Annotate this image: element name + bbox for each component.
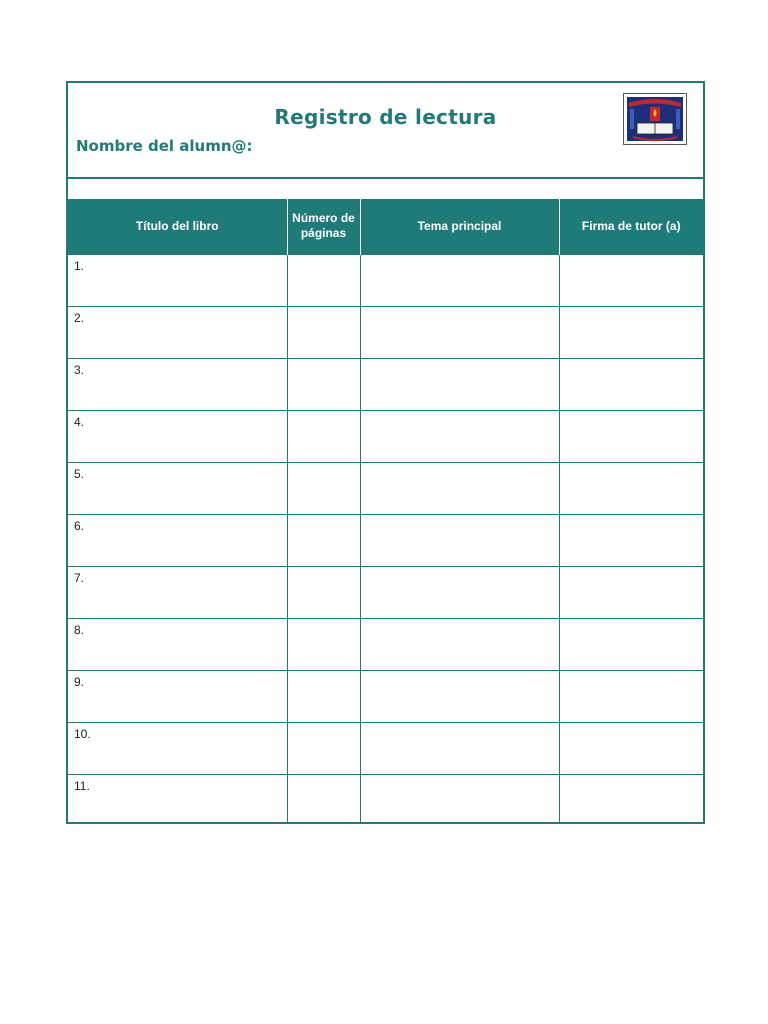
page-count-cell[interactable] xyxy=(287,254,360,306)
row-number[interactable]: 1. xyxy=(68,254,287,306)
main-theme-cell[interactable] xyxy=(360,670,559,722)
main-theme-cell[interactable] xyxy=(360,722,559,774)
main-theme-cell[interactable] xyxy=(360,254,559,306)
column-header-page-count: Número de páginas xyxy=(287,199,360,254)
column-header-main-theme: Tema principal xyxy=(360,199,559,254)
page-count-cell[interactable] xyxy=(287,462,360,514)
signature-cell[interactable] xyxy=(559,306,703,358)
row-number[interactable]: 7. xyxy=(68,566,287,618)
signature-cell[interactable] xyxy=(559,618,703,670)
row-number[interactable]: 10. xyxy=(68,722,287,774)
signature-cell[interactable] xyxy=(559,566,703,618)
page-count-cell[interactable] xyxy=(287,722,360,774)
row-number[interactable]: 3. xyxy=(68,358,287,410)
table-row xyxy=(68,670,703,722)
signature-cell[interactable] xyxy=(559,774,703,824)
main-theme-cell[interactable] xyxy=(360,306,559,358)
page-title: Registro de lectura xyxy=(274,105,497,129)
table-row xyxy=(68,618,703,670)
signature-cell[interactable] xyxy=(559,254,703,306)
page-count-cell[interactable] xyxy=(287,566,360,618)
main-theme-cell[interactable] xyxy=(360,618,559,670)
table-row xyxy=(68,254,703,306)
signature-cell[interactable] xyxy=(559,410,703,462)
column-header-book-title: Título del libro xyxy=(68,199,287,254)
row-number[interactable]: 5. xyxy=(68,462,287,514)
page-count-cell[interactable] xyxy=(287,618,360,670)
main-theme-cell[interactable] xyxy=(360,774,559,824)
main-theme-cell[interactable] xyxy=(360,410,559,462)
row-number[interactable]: 11. xyxy=(68,774,287,824)
page-count-cell[interactable] xyxy=(287,514,360,566)
reading-log-table xyxy=(68,199,703,824)
student-name-label: Nombre del alumn@: xyxy=(76,137,253,155)
table-row xyxy=(68,566,703,618)
table-row xyxy=(68,462,703,514)
page-count-cell[interactable] xyxy=(287,358,360,410)
table-row xyxy=(68,774,703,824)
page-count-cell[interactable] xyxy=(287,670,360,722)
blank-spacer-row xyxy=(68,179,703,199)
table-row xyxy=(68,514,703,566)
signature-cell[interactable] xyxy=(559,722,703,774)
signature-cell[interactable] xyxy=(559,670,703,722)
signature-cell[interactable] xyxy=(559,358,703,410)
column-header-tutor-signature: Firma de tutor (a) xyxy=(559,199,703,254)
page-count-cell[interactable] xyxy=(287,410,360,462)
header-box xyxy=(68,83,703,179)
page-count-cell[interactable] xyxy=(287,774,360,824)
row-number[interactable]: 6. xyxy=(68,514,287,566)
row-number[interactable]: 2. xyxy=(68,306,287,358)
main-theme-cell[interactable] xyxy=(360,358,559,410)
signature-cell[interactable] xyxy=(559,462,703,514)
table-row xyxy=(68,358,703,410)
reading-log-sheet xyxy=(66,81,705,824)
school-crest-icon xyxy=(623,93,687,145)
main-theme-cell[interactable] xyxy=(360,514,559,566)
main-theme-cell[interactable] xyxy=(360,462,559,514)
main-theme-cell[interactable] xyxy=(360,566,559,618)
table-row xyxy=(68,410,703,462)
table-row xyxy=(68,722,703,774)
signature-cell[interactable] xyxy=(559,514,703,566)
row-number[interactable]: 4. xyxy=(68,410,287,462)
table-row xyxy=(68,306,703,358)
table-header-row xyxy=(68,199,703,254)
row-number[interactable]: 9. xyxy=(68,670,287,722)
row-number[interactable]: 8. xyxy=(68,618,287,670)
page-count-cell[interactable] xyxy=(287,306,360,358)
